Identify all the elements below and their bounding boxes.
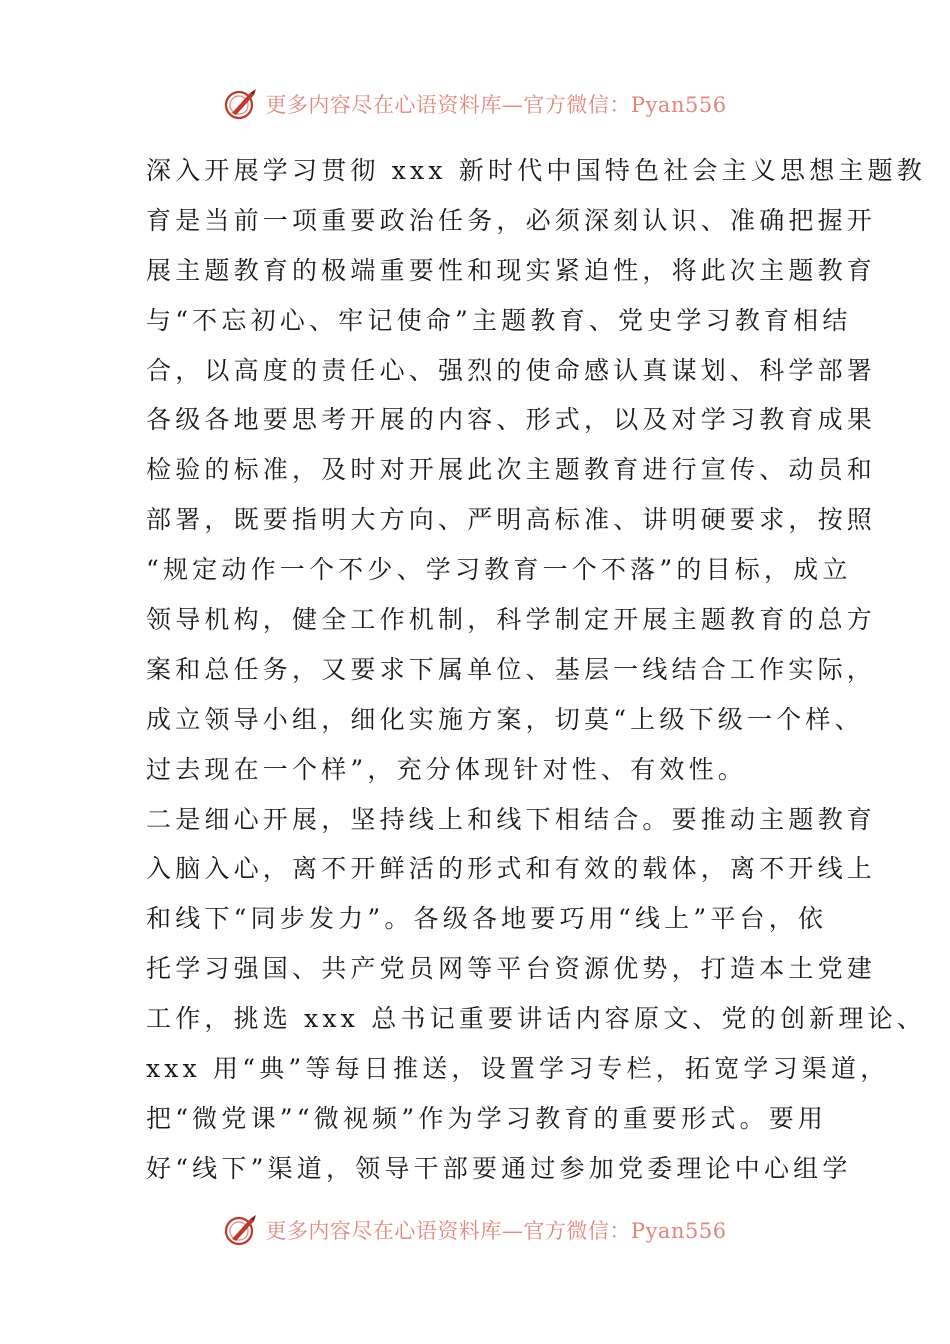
pen-circle-icon: [223, 86, 259, 122]
body-line: 合，以高度的责任心、强烈的使命感认真谋划、科学部署: [146, 355, 877, 385]
body-line: 育是当前一项重要政治任务，必须深刻认识、准确把握开: [146, 205, 877, 235]
body-line: 领导机构，健全工作机制，科学制定开展主题教育的总方: [146, 605, 877, 635]
body-line: xxx 用“典”等每日推送，设置学习专栏，拓宽学习渠道，: [146, 1054, 890, 1084]
body-line: 案和总任务，又要求下属单位、基层一线结合工作实际，: [146, 654, 877, 684]
body-line: 深入开展学习贯彻 xxx 新时代中国特色社会主义思想主题教: [146, 156, 926, 185]
body-line: 过去现在一个样”，充分体现针对性、有效性。: [146, 754, 747, 784]
body-line: 和线下“同步发力”。各级各地要巧用“线上”平台，依: [146, 904, 828, 934]
document-body: [146, 146, 926, 1194]
header-banner-text: 更多内容尽在心语资料库—官方微信：Pyan556: [265, 93, 727, 117]
body-line: “规定动作一个不少、学习教育一个不落”的目标，成立: [146, 555, 852, 585]
body-line: 部署，既要指明大方向、严明高标准、讲明硬要求，按照: [146, 505, 877, 535]
body-line: 工作，挑选 xxx 总书记重要讲话内容原文、党的创新理论、: [146, 1004, 926, 1034]
header-banner: [0, 84, 950, 124]
body-line: 检验的标准，及时对开展此次主题教育进行宣传、动员和: [146, 455, 877, 485]
footer-banner: [0, 1210, 950, 1250]
body-line: 好“线下”渠道，领导干部要通过参加党委理论中心组学: [146, 1153, 852, 1183]
body-line: 各级各地要思考开展的内容、形式，以及对学习教育成果: [146, 405, 877, 435]
footer-banner-text: 更多内容尽在心语资料库—官方微信：Pyan556: [265, 1219, 727, 1243]
body-line: 二是细心开展，坚持线上和线下相结合。要推动主题教育: [146, 804, 877, 834]
body-line: 成立领导小组，细化实施方案，切莫“上级下级一个样、: [146, 704, 864, 734]
pen-circle-icon: [223, 1212, 259, 1248]
body-line: 把“微党课”“微视频”作为学习教育的重要形式。要用: [146, 1103, 828, 1133]
body-line: 展主题教育的极端重要性和现实紧迫性，将此次主题教育: [146, 255, 877, 285]
body-line: 入脑入心，离不开鲜活的形式和有效的载体，离不开线上: [146, 854, 877, 884]
body-line: 与“不忘初心、牢记使命”主题教育、党史学习教育相结: [146, 305, 852, 335]
body-line: 托学习强国、共产党员网等平台资源优势，打造本土党建: [146, 954, 877, 984]
